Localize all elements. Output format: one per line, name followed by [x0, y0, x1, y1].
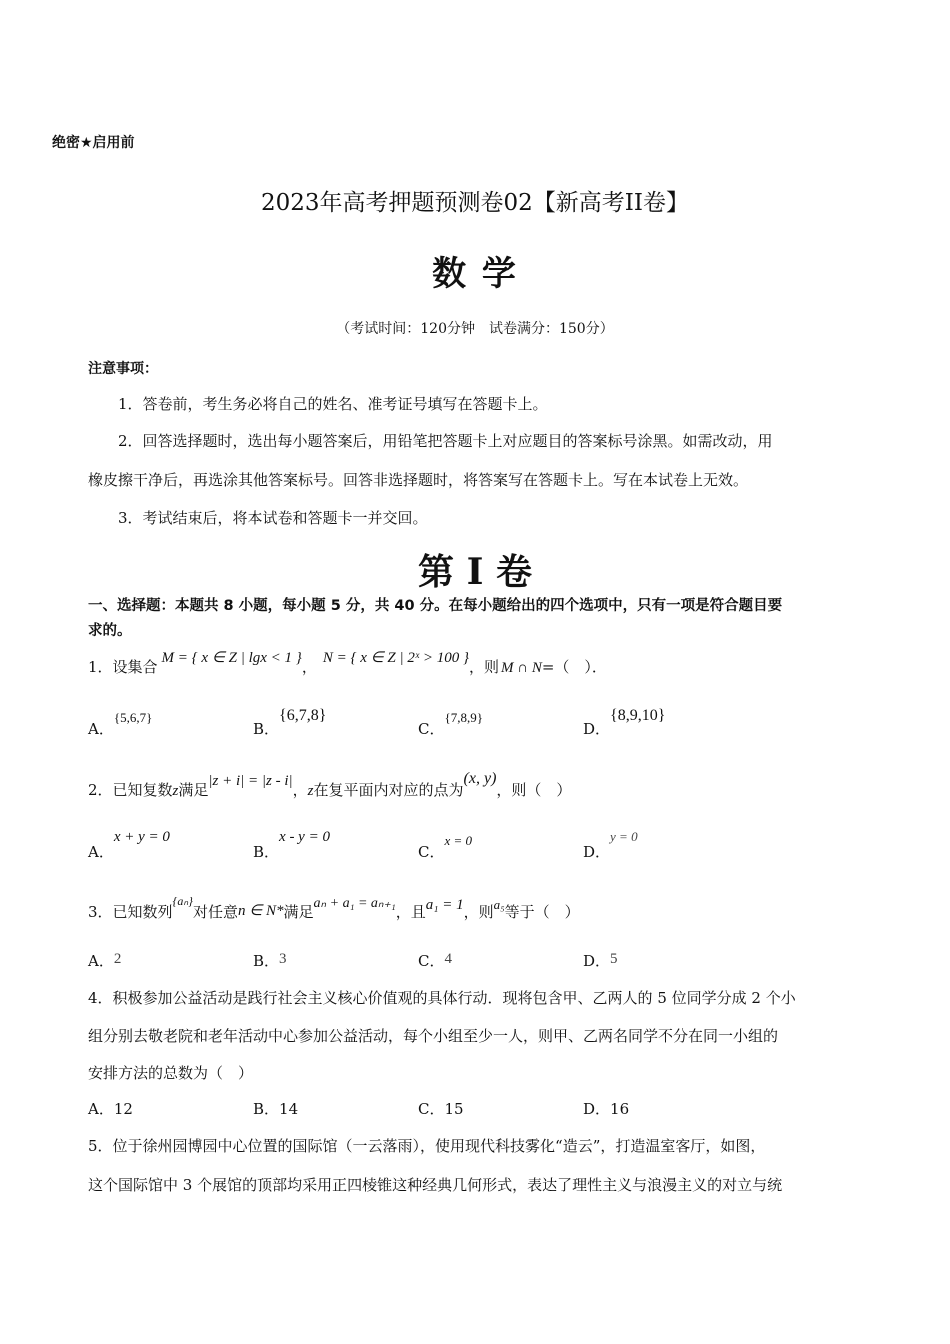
paper-title: 2023年高考押题预测卷02【新高考II卷】 [261, 190, 689, 216]
q4-option-c[interactable] [418, 1098, 464, 1119]
q3-recurrence: aₙ + a₁ = aₙ₊₁ [313, 896, 396, 911]
section-title: 第 I 卷 [418, 551, 532, 593]
notice-item-1: 1．答卷前，考生务必将自己的姓名、准考证号填写在答题卡上。 [118, 395, 548, 413]
option-value: {5,6,7} [113, 710, 153, 725]
q3-target: a₅ [493, 897, 505, 912]
option-letter: D． [583, 720, 611, 738]
q1-comma: ， [301, 658, 317, 676]
q1-set-n: N = { x ∈ Z | 2ˣ > 100 } [322, 650, 469, 666]
q2-option-d[interactable] [583, 829, 638, 862]
q1-set-m: M = { x ∈ Z | lgx < 1 } [161, 650, 302, 666]
option-value: {7,8,9} [444, 710, 483, 725]
option-letter: A． [88, 720, 114, 738]
option-value: 12 [113, 1100, 133, 1118]
q2-var-z-2: z [307, 783, 314, 799]
q3-option-b[interactable] [253, 950, 287, 971]
q1-option-a[interactable] [88, 710, 153, 739]
option-value: {8,9,10} [610, 707, 666, 724]
option-value: y = 0 [610, 829, 638, 844]
option-letter: B． [253, 1100, 280, 1118]
q1-option-c[interactable] [418, 710, 483, 739]
subject-title: 数 学 [432, 254, 518, 294]
q1-prefix: 1．设集合 [88, 658, 158, 676]
q1-option-d[interactable] [583, 707, 666, 739]
q4-line-1: 4．积极参加公益活动是践行社会主义核心价值观的具体行动．现将包含甲、乙两人的 5 位同学分成 2 个小 [88, 989, 796, 1007]
q2-mid-2: ， [292, 781, 308, 799]
q1-expr: M ∩ N [501, 660, 542, 676]
question-3 [88, 894, 580, 922]
option-value: {6,7,8} [279, 707, 327, 724]
q4-option-a[interactable] [88, 1098, 133, 1119]
q1-option-b[interactable] [253, 707, 327, 739]
q3-option-c[interactable] [418, 950, 452, 971]
notice-heading: 注意事项： [88, 361, 158, 377]
option-value: x = 0 [444, 833, 473, 848]
q3-option-d[interactable] [583, 950, 618, 971]
q2-condition: |z + i| = |z - i| [208, 773, 293, 789]
notice-item-2-line-2: 橡皮擦干净后，再选涂其他答案标号。回答非选择题时，将答案写在答题卡上。写在本试卷上无效。 [88, 471, 749, 489]
q3-prefix: 3．已知数列 [88, 903, 173, 921]
option-letter: B． [253, 720, 280, 738]
q1-suffix: ，则 [469, 658, 500, 676]
q4-option-d[interactable] [583, 1098, 629, 1119]
option-letter: A． [88, 1100, 114, 1118]
option-letter: C． [418, 1100, 445, 1118]
q4-line-3: 安排方法的总数为（ ） [88, 1064, 254, 1082]
q3-mid-1: 对任意 [192, 903, 238, 921]
q3-sequence: {aₙ} [172, 894, 193, 908]
q1-tail: =（ ）． [541, 658, 607, 676]
secret-label: 绝密★启用前 [52, 135, 135, 151]
q4-option-b[interactable] [253, 1098, 298, 1119]
option-value: 5 [610, 951, 618, 967]
q2-tail: ，则（ ） [496, 781, 572, 799]
option-value: 14 [279, 1100, 299, 1118]
q3-option-a[interactable] [88, 950, 121, 971]
q2-option-a[interactable] [88, 829, 170, 862]
option-letter: A． [88, 843, 114, 861]
option-letter: D． [583, 1100, 611, 1118]
question-1 [88, 650, 607, 677]
option-letter: C． [418, 843, 445, 861]
notice-item-3: 3．考试结束后，将本试卷和答题卡一并交回。 [118, 509, 428, 527]
q3-tail: 等于（ ） [504, 903, 580, 921]
option-letter: B． [253, 843, 280, 861]
option-letter: A． [88, 952, 114, 970]
q3-mid-2: 满足 [283, 903, 314, 921]
q5-line-1: 5．位于徐州园博园中心位置的国际馆（一云落雨），使用现代科技雾化“造云”，打造温室客厅，如图， [88, 1137, 766, 1155]
exam-info: （考试时间：120分钟 试卷满分：150分） [336, 321, 614, 337]
option-value: 16 [610, 1100, 630, 1118]
q2-point: (x, y) [463, 770, 497, 787]
option-value: 15 [444, 1100, 464, 1118]
q2-option-b[interactable] [253, 829, 330, 862]
option-letter: D． [583, 843, 611, 861]
notice-item-2-line-1: 2．回答选择题时，选出每小题答案后，用铅笔把答题卡上对应题目的答案标号涂黑。如需改动，用 [118, 432, 773, 450]
option-value: 4 [444, 951, 452, 967]
option-value: 3 [279, 951, 287, 967]
section-instruction-line-1: 一、选择题：本题共 8 小题，每小题 5 分，共 40 分。在每小题给出的四个选项中，只有一项是符合题目要 [88, 598, 783, 614]
q2-prefix: 2．已知复数 [88, 781, 173, 799]
q5-line-2: 这个国际馆中 3 个展馆的顶部均采用正四棱锥这种经典几何形式，表达了理性主义与浪漫主义的对立与统 [88, 1176, 783, 1194]
question-2 [88, 770, 572, 800]
option-value: x - y = 0 [279, 829, 330, 845]
option-letter: B． [253, 952, 280, 970]
q2-mid-3: 在复平面内对应的点为 [313, 781, 464, 799]
section-instruction-line-2: 求的。 [88, 623, 132, 639]
q2-var-z: z [172, 783, 179, 799]
option-letter: C． [418, 720, 445, 738]
option-value: 2 [113, 951, 122, 967]
option-letter: C． [418, 952, 445, 970]
q3-initial: a₁ = 1 [425, 897, 464, 913]
option-letter: D． [583, 952, 611, 970]
q3-mid-3: ，且 [395, 903, 426, 921]
q2-option-c[interactable] [418, 833, 473, 862]
option-value: x + y = 0 [113, 829, 170, 845]
q2-mid-1: 满足 [178, 781, 209, 799]
q3-condition: n ∈ N* [237, 903, 284, 919]
q3-mid-4: ，则 [463, 903, 494, 921]
q4-line-2: 组分别去敬老院和老年活动中心参加公益活动，每个小组至少一人，则甲、乙两名同学不分在同一小组的 [88, 1027, 779, 1045]
